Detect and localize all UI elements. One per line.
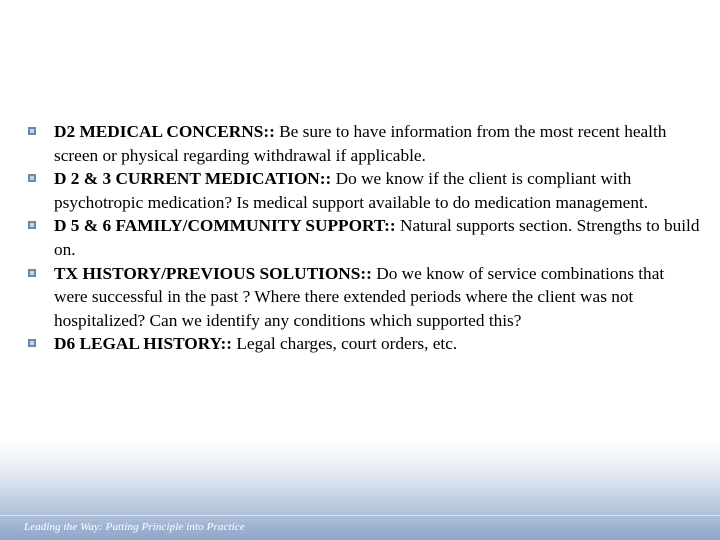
bullet-text (54, 167, 700, 214)
square-bullet-icon (28, 339, 36, 347)
bullet-heading: D 5 & 6 FAMILY/COMMUNITY SUPPORT:: (54, 216, 396, 236)
footer-tagline: Leading the Way: Putting Principle into Practice (24, 521, 245, 533)
bullet-item-legal-history (28, 332, 700, 356)
bullet-item-medical-concerns (28, 120, 700, 167)
bullet-item-family-community-support (28, 214, 700, 261)
bullet-heading: D2 MEDICAL CONCERNS:: (54, 122, 275, 141)
square-bullet-icon (28, 269, 36, 277)
bullet-body: Be sure to have information from the most recent health screen or physical regarding withdrawal if applicable. (54, 122, 667, 165)
bullet-body: Legal charges, court orders, etc. (232, 334, 458, 354)
bullet-body: Do we know if the client is compliant with psychotropic medication? Is medical support available to do medication management. (54, 169, 649, 212)
bullet-item-tx-history (28, 262, 700, 333)
square-bullet-icon (28, 221, 36, 229)
bullet-text (54, 120, 700, 167)
bullet-text (54, 332, 700, 356)
footer-divider (0, 515, 720, 516)
bullet-text (54, 214, 700, 261)
bullet-heading: D6 LEGAL HISTORY:: (54, 334, 233, 354)
bullet-item-current-medication (28, 167, 700, 214)
bullet-heading: D 2 & 3 CURRENT MEDICATION:: (54, 169, 332, 189)
bullet-body: Do we know of service combinations that were successful in the past ? Where there extended periods where the client was not hospitalized? Can we identify any conditions which supported this? (54, 263, 665, 330)
bullet-heading: TX HISTORY/PREVIOUS SOLUTIONS:: (54, 263, 372, 283)
bullet-text (54, 262, 700, 333)
bullet-body: Natural supports section. Strengths to build on. (54, 216, 700, 259)
square-bullet-icon (28, 174, 36, 182)
square-bullet-icon (28, 127, 36, 135)
bullet-list (28, 120, 700, 356)
